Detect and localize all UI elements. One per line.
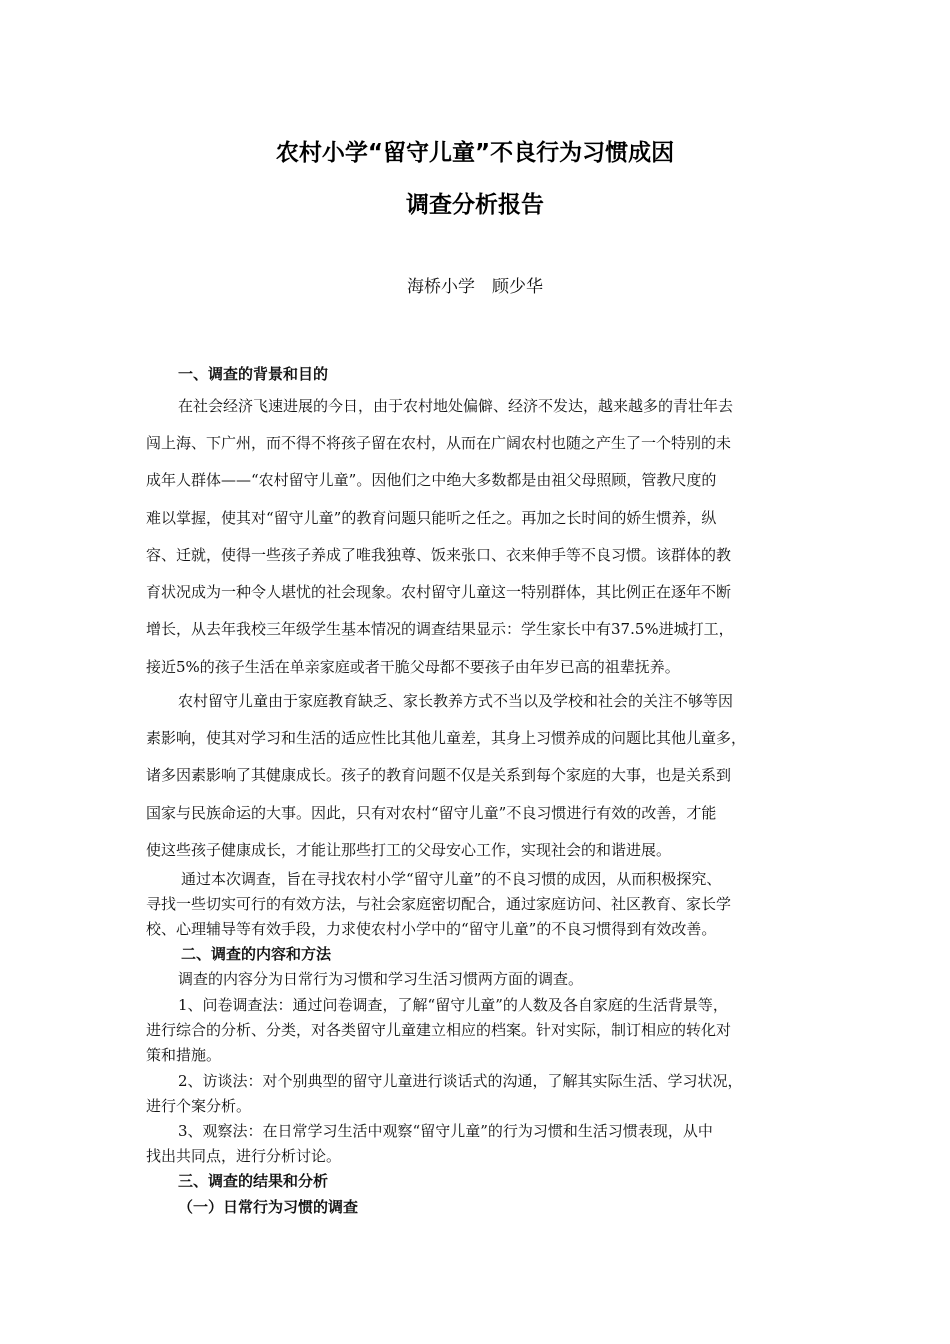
- paragraph-line: 成年人群体——“农村留守儿童”。因他们之中绝大多数都是由祖父母照顾，管教尺度的: [146, 471, 717, 489]
- paragraph-line: 素影响，使其对学习和生活的适应性比其他儿童差，其身上习惯养成的问题比其他儿童多，: [146, 729, 747, 747]
- paragraph-line: 增长，从去年我校三年级学生基本情况的调查结果显示：学生家长中有37.5%进城打工，: [146, 620, 734, 638]
- paragraph-line: 使这些孩子健康成长，才能让那些打工的父母安心工作，实现社会的和谐进展。: [146, 841, 672, 859]
- paragraph-line: 2、访谈法：对个别典型的留守儿童进行谈话式的沟通，了解其实际生活、学习状况，: [178, 1072, 743, 1090]
- subsection-heading: （一）日常行为习惯的调查: [178, 1198, 359, 1216]
- paragraph-line: 1、问卷调查法：通过问卷调查，了解“留守儿童”的人数及各自家庭的生活背景等，: [178, 996, 728, 1014]
- paragraph-line: 育状况成为一种令人堪忧的社会现象。农村留守儿童这一特别群体，其比例正在逐年不断: [146, 583, 732, 601]
- paragraph-line: 容、迁就，使得一些孩子养成了唯我独尊、饭来张口、衣来伸手等不良习惯。该群体的教: [146, 546, 732, 564]
- paragraph-line: 调查的内容分为日常行为习惯和学习生活习惯两方面的调查。: [178, 970, 584, 988]
- report-title-line2: 调查分析报告: [406, 192, 544, 218]
- paragraph-line: 诸多因素影响了其健康成长。孩子的教育问题不仅是关系到每个家庭的大事，也是关系到: [146, 766, 732, 784]
- paragraph-line: 通过本次调查，旨在寻找农村小学“留守儿童”的不良习惯的成因，从而积极探究、: [181, 870, 722, 888]
- paragraph-line: 进行个案分析。: [146, 1097, 252, 1115]
- paragraph-line: 难以掌握，使其对“留守儿童”的教育问题只能听之任之。再加之长时间的娇生惯养，纵: [146, 509, 717, 527]
- paragraph-line: 策和措施。: [146, 1046, 222, 1064]
- paragraph-line: 闯上海、下广州，而不得不将孩子留在农村，从而在广阔农村也随之产生了一个特别的未: [146, 434, 732, 452]
- paragraph-line: 寻找一些切实可行的有效方法，与社会家庭密切配合，通过家庭访问、社区教育、家长学: [146, 895, 732, 913]
- paragraph-line: 找出共同点，进行分析讨论。: [146, 1147, 342, 1165]
- section-heading-1: 一、调查的背景和目的: [178, 365, 329, 383]
- paragraph-line: 国家与民族命运的大事。因此，只有对农村“留守儿童”不良习惯进行有效的改善，才能: [146, 804, 717, 822]
- paragraph-line: 3、观察法：在日常学习生活中观察“留守儿童”的行为习惯和生活习惯表现，从中: [178, 1122, 713, 1140]
- paragraph-line: 接近5%的孩子生活在单亲家庭或者干脆父母都不要孩子由年岁已高的祖辈抚养。: [146, 658, 680, 676]
- author-line: 海桥小学 顾少华: [407, 277, 543, 297]
- section-heading-2: 二、调查的内容和方法: [181, 945, 332, 963]
- paragraph-line: 进行综合的分析、分类，对各类留守儿童建立相应的档案。针对实际，制订相应的转化对: [146, 1021, 732, 1039]
- paragraph-line: 校、心理辅导等有效手段，力求使农村小学中的“留守儿童”的不良习惯得到有效改善。: [146, 920, 717, 938]
- report-title-line1: 农村小学“留守儿童”不良行为习惯成因: [275, 140, 675, 166]
- paragraph-line: 在社会经济飞速进展的今日，由于农村地处偏僻、经济不发达，越来越多的青壮年去: [178, 397, 734, 415]
- paragraph-line: 农村留守儿童由于家庭教育缺乏、家长教养方式不当以及学校和社会的关注不够等因: [178, 692, 734, 710]
- section-heading-3: 三、调查的结果和分析: [178, 1172, 329, 1190]
